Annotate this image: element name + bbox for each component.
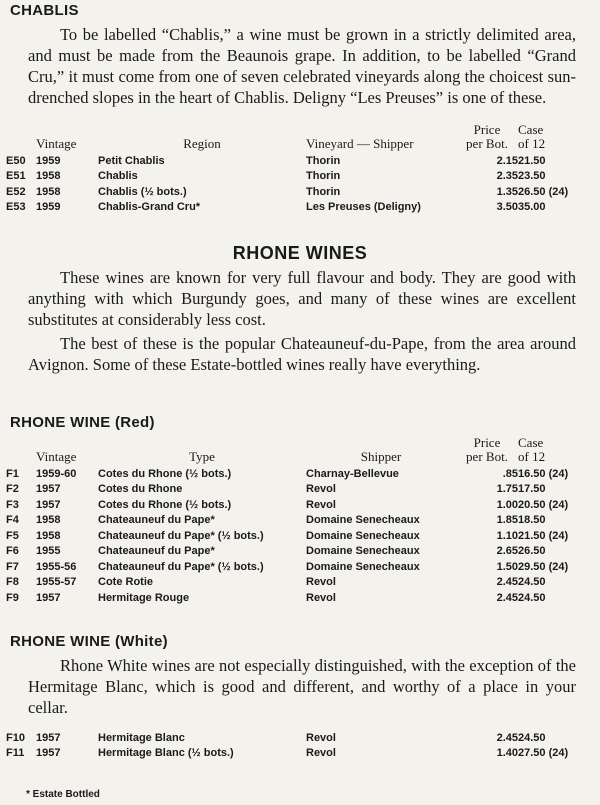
wine-code: F1 xyxy=(6,467,19,480)
wine-vintage: 1957 xyxy=(36,747,61,759)
wine-shipper: Les Preuses (Deligny) xyxy=(306,201,421,213)
table-row xyxy=(6,557,598,573)
wine-price: 2.45 xyxy=(496,731,518,744)
wine-code: F7 xyxy=(6,560,19,573)
wine-code: F11 xyxy=(6,747,25,759)
rhone-heading: RHONE WINES xyxy=(232,243,368,263)
wine-code: E52 xyxy=(6,185,26,198)
wine-vintage: 1959-60 xyxy=(36,467,77,480)
wine-shipper: Revol xyxy=(306,498,336,511)
wine-price: 1.35 xyxy=(496,185,518,198)
red-heading: RHONE WINE (Red) xyxy=(10,414,155,431)
wine-shipper: Revol xyxy=(306,731,336,744)
white-paragraph: Rhone White wines are not especially distinguished, with the exception of the Hermitage Blanc, which is good and different, and worthy of a place in your cellar. xyxy=(28,656,576,717)
wine-vintage: 1955-56 xyxy=(36,560,77,573)
red-table xyxy=(6,436,598,604)
wine-case-price: 21.50 (24) xyxy=(518,529,569,542)
table-row xyxy=(6,744,598,760)
table-row xyxy=(6,151,598,167)
wine-code: E50 xyxy=(6,154,26,167)
wine-price: 2.45 xyxy=(496,576,518,588)
wine-case-price: 20.50 (24) xyxy=(518,498,569,511)
wine-name: Chateauneuf du Pape* xyxy=(98,514,215,526)
chablis-header-vintage: Vintage xyxy=(36,136,77,151)
chablis-table-header xyxy=(6,123,598,151)
wine-code: E53 xyxy=(6,201,26,213)
wine-case-price: 27.50 (24) xyxy=(518,747,569,759)
wine-price: 1.75 xyxy=(496,483,518,495)
wine-vintage: 1957 xyxy=(36,483,61,495)
table-row xyxy=(6,495,598,511)
wine-case-price: 18.50 xyxy=(518,514,546,526)
wine-name: Chateauneuf du Pape* (½ bots.) xyxy=(98,560,264,573)
chablis-header-case: Case of 12 xyxy=(518,122,546,151)
white-table xyxy=(6,728,598,759)
wine-name: Cotes du Rhone xyxy=(98,483,183,495)
rhone-paragraph-1: These wines are known for very full flavour and body. They are good with anything with which Burgundy goes, and many of these wines are excellent substitutes at considerably less cost. xyxy=(28,268,576,329)
wine-vintage: 1957 xyxy=(36,498,61,511)
red-header-type: Type xyxy=(189,449,215,464)
wine-price: 1.85 xyxy=(496,514,518,526)
wine-code: F10 xyxy=(6,731,25,744)
wine-vintage: 1958 xyxy=(36,529,61,542)
wine-shipper: Revol xyxy=(306,591,336,604)
wine-vintage: 1959 xyxy=(36,154,61,167)
wine-name: Hermitage Rouge xyxy=(98,591,190,604)
table-row xyxy=(6,167,598,183)
wine-shipper: Revol xyxy=(306,483,336,495)
wine-shipper: Domaine Senecheaux xyxy=(306,529,420,542)
wine-shipper: Domaine Senecheaux xyxy=(306,545,420,557)
wine-case-price: 26.50 (24) xyxy=(518,185,569,198)
wine-name: Cote Rotie xyxy=(98,576,153,588)
wine-case-price: 17.50 xyxy=(518,483,546,495)
red-header-vintage: Vintage xyxy=(36,449,77,464)
wine-name: Chateauneuf du Pape* xyxy=(98,545,215,557)
table-row xyxy=(6,573,598,589)
table-row xyxy=(6,182,598,198)
wine-shipper: Thorin xyxy=(306,170,341,182)
wine-name: Chablis xyxy=(98,170,138,182)
red-table-header xyxy=(6,436,598,464)
wine-price: 1.10 xyxy=(496,529,518,542)
wine-name: Cotes du Rhone (½ bots.) xyxy=(98,467,232,480)
wine-code: F4 xyxy=(6,514,19,526)
wine-case-price: 26.50 xyxy=(518,545,546,557)
chablis-paragraph: To be labelled “Chablis,” a wine must be grown in a strictly delimited area, and must be made from the Beaunois grape. In addition, to be labelled “Grand Cru,” it must come from one of seven celebrated vineyards along the choicest sun-drenched slopes in the heart of Chablis. Deligny “Les Preuses” is one of these. xyxy=(28,25,576,107)
wine-name: Cotes du Rhone (½ bots.) xyxy=(98,498,232,511)
wine-price: 1.00 xyxy=(496,498,518,511)
wine-case-price: 24.50 xyxy=(518,731,546,744)
wine-name: Chablis (½ bots.) xyxy=(98,185,187,198)
wine-name: Petit Chablis xyxy=(98,154,165,167)
footnote: * Estate Bottled xyxy=(26,789,100,800)
wine-price: 1.40 xyxy=(496,747,518,759)
wine-price: 2.45 xyxy=(496,591,518,604)
wine-code: F6 xyxy=(6,545,19,557)
wine-case-price: 16.50 (24) xyxy=(518,467,569,480)
chablis-header-price: Price per Bot. xyxy=(466,122,508,151)
red-header-case: Case of 12 xyxy=(518,435,546,464)
wine-name: Chablis-Grand Cru* xyxy=(98,201,201,213)
wine-shipper: Revol xyxy=(306,576,336,588)
white-heading: RHONE WINE (White) xyxy=(10,633,168,650)
wine-vintage: 1958 xyxy=(36,185,61,198)
wine-price: 3.50 xyxy=(496,201,518,213)
wine-case-price: 24.50 xyxy=(518,591,546,604)
chablis-table xyxy=(6,123,598,213)
table-row xyxy=(6,526,598,542)
chablis-heading: CHABLIS xyxy=(10,2,79,19)
wine-vintage: 1955-57 xyxy=(36,576,77,588)
wine-code: E51 xyxy=(6,170,26,182)
wine-shipper: Domaine Senecheaux xyxy=(306,560,420,573)
wine-price: 2.15 xyxy=(496,154,518,167)
wine-shipper: Thorin xyxy=(306,154,341,167)
chablis-header-vineyard: Vineyard — Shipper xyxy=(306,136,414,151)
rhone-paragraph-2: The best of these is the popular Chateauneuf-du-Pape, from the area around Avignon. Some of these Estate-bottled wines really have everything. xyxy=(28,334,576,374)
table-row xyxy=(6,464,598,480)
wine-vintage: 1955 xyxy=(36,545,61,557)
wine-vintage: 1959 xyxy=(36,201,61,213)
wine-vintage: 1957 xyxy=(36,731,61,744)
wine-price: 2.35 xyxy=(496,170,518,182)
chablis-header-region: Region xyxy=(183,136,221,151)
wine-case-price: 21.50 xyxy=(518,154,546,167)
table-row xyxy=(6,198,598,214)
wine-case-price: 29.50 (24) xyxy=(518,560,569,573)
wine-code: F9 xyxy=(6,591,19,604)
wine-shipper: Domaine Senecheaux xyxy=(306,514,420,526)
wine-vintage: 1957 xyxy=(36,591,61,604)
wine-shipper: Thorin xyxy=(306,185,341,198)
wine-shipper: Revol xyxy=(306,747,336,759)
wine-shipper: Charnay-Bellevue xyxy=(306,467,399,480)
wine-price: .85 xyxy=(502,467,518,480)
wine-code: F2 xyxy=(6,483,19,495)
wine-code: F8 xyxy=(6,576,19,588)
wine-code: F5 xyxy=(6,529,19,542)
table-row xyxy=(6,511,598,527)
wine-case-price: 35.00 xyxy=(518,201,546,213)
wine-case-price: 23.50 xyxy=(518,170,546,182)
table-row xyxy=(6,480,598,496)
wine-case-price: 24.50 xyxy=(518,576,546,588)
wine-price: 2.65 xyxy=(496,545,518,557)
wine-name: Hermitage Blanc (½ bots.) xyxy=(98,747,234,759)
red-header-price: Price per Bot. xyxy=(466,435,508,464)
table-row xyxy=(6,588,598,604)
wine-vintage: 1958 xyxy=(36,514,61,526)
wine-name: Hermitage Blanc xyxy=(98,731,185,744)
wine-code: F3 xyxy=(6,498,19,511)
red-header-shipper: Shipper xyxy=(360,449,402,464)
wine-vintage: 1958 xyxy=(36,170,61,182)
table-row xyxy=(6,728,598,744)
wine-name: Chateauneuf du Pape* (½ bots.) xyxy=(98,529,264,542)
table-row xyxy=(6,542,598,558)
wine-price: 1.50 xyxy=(496,560,518,573)
